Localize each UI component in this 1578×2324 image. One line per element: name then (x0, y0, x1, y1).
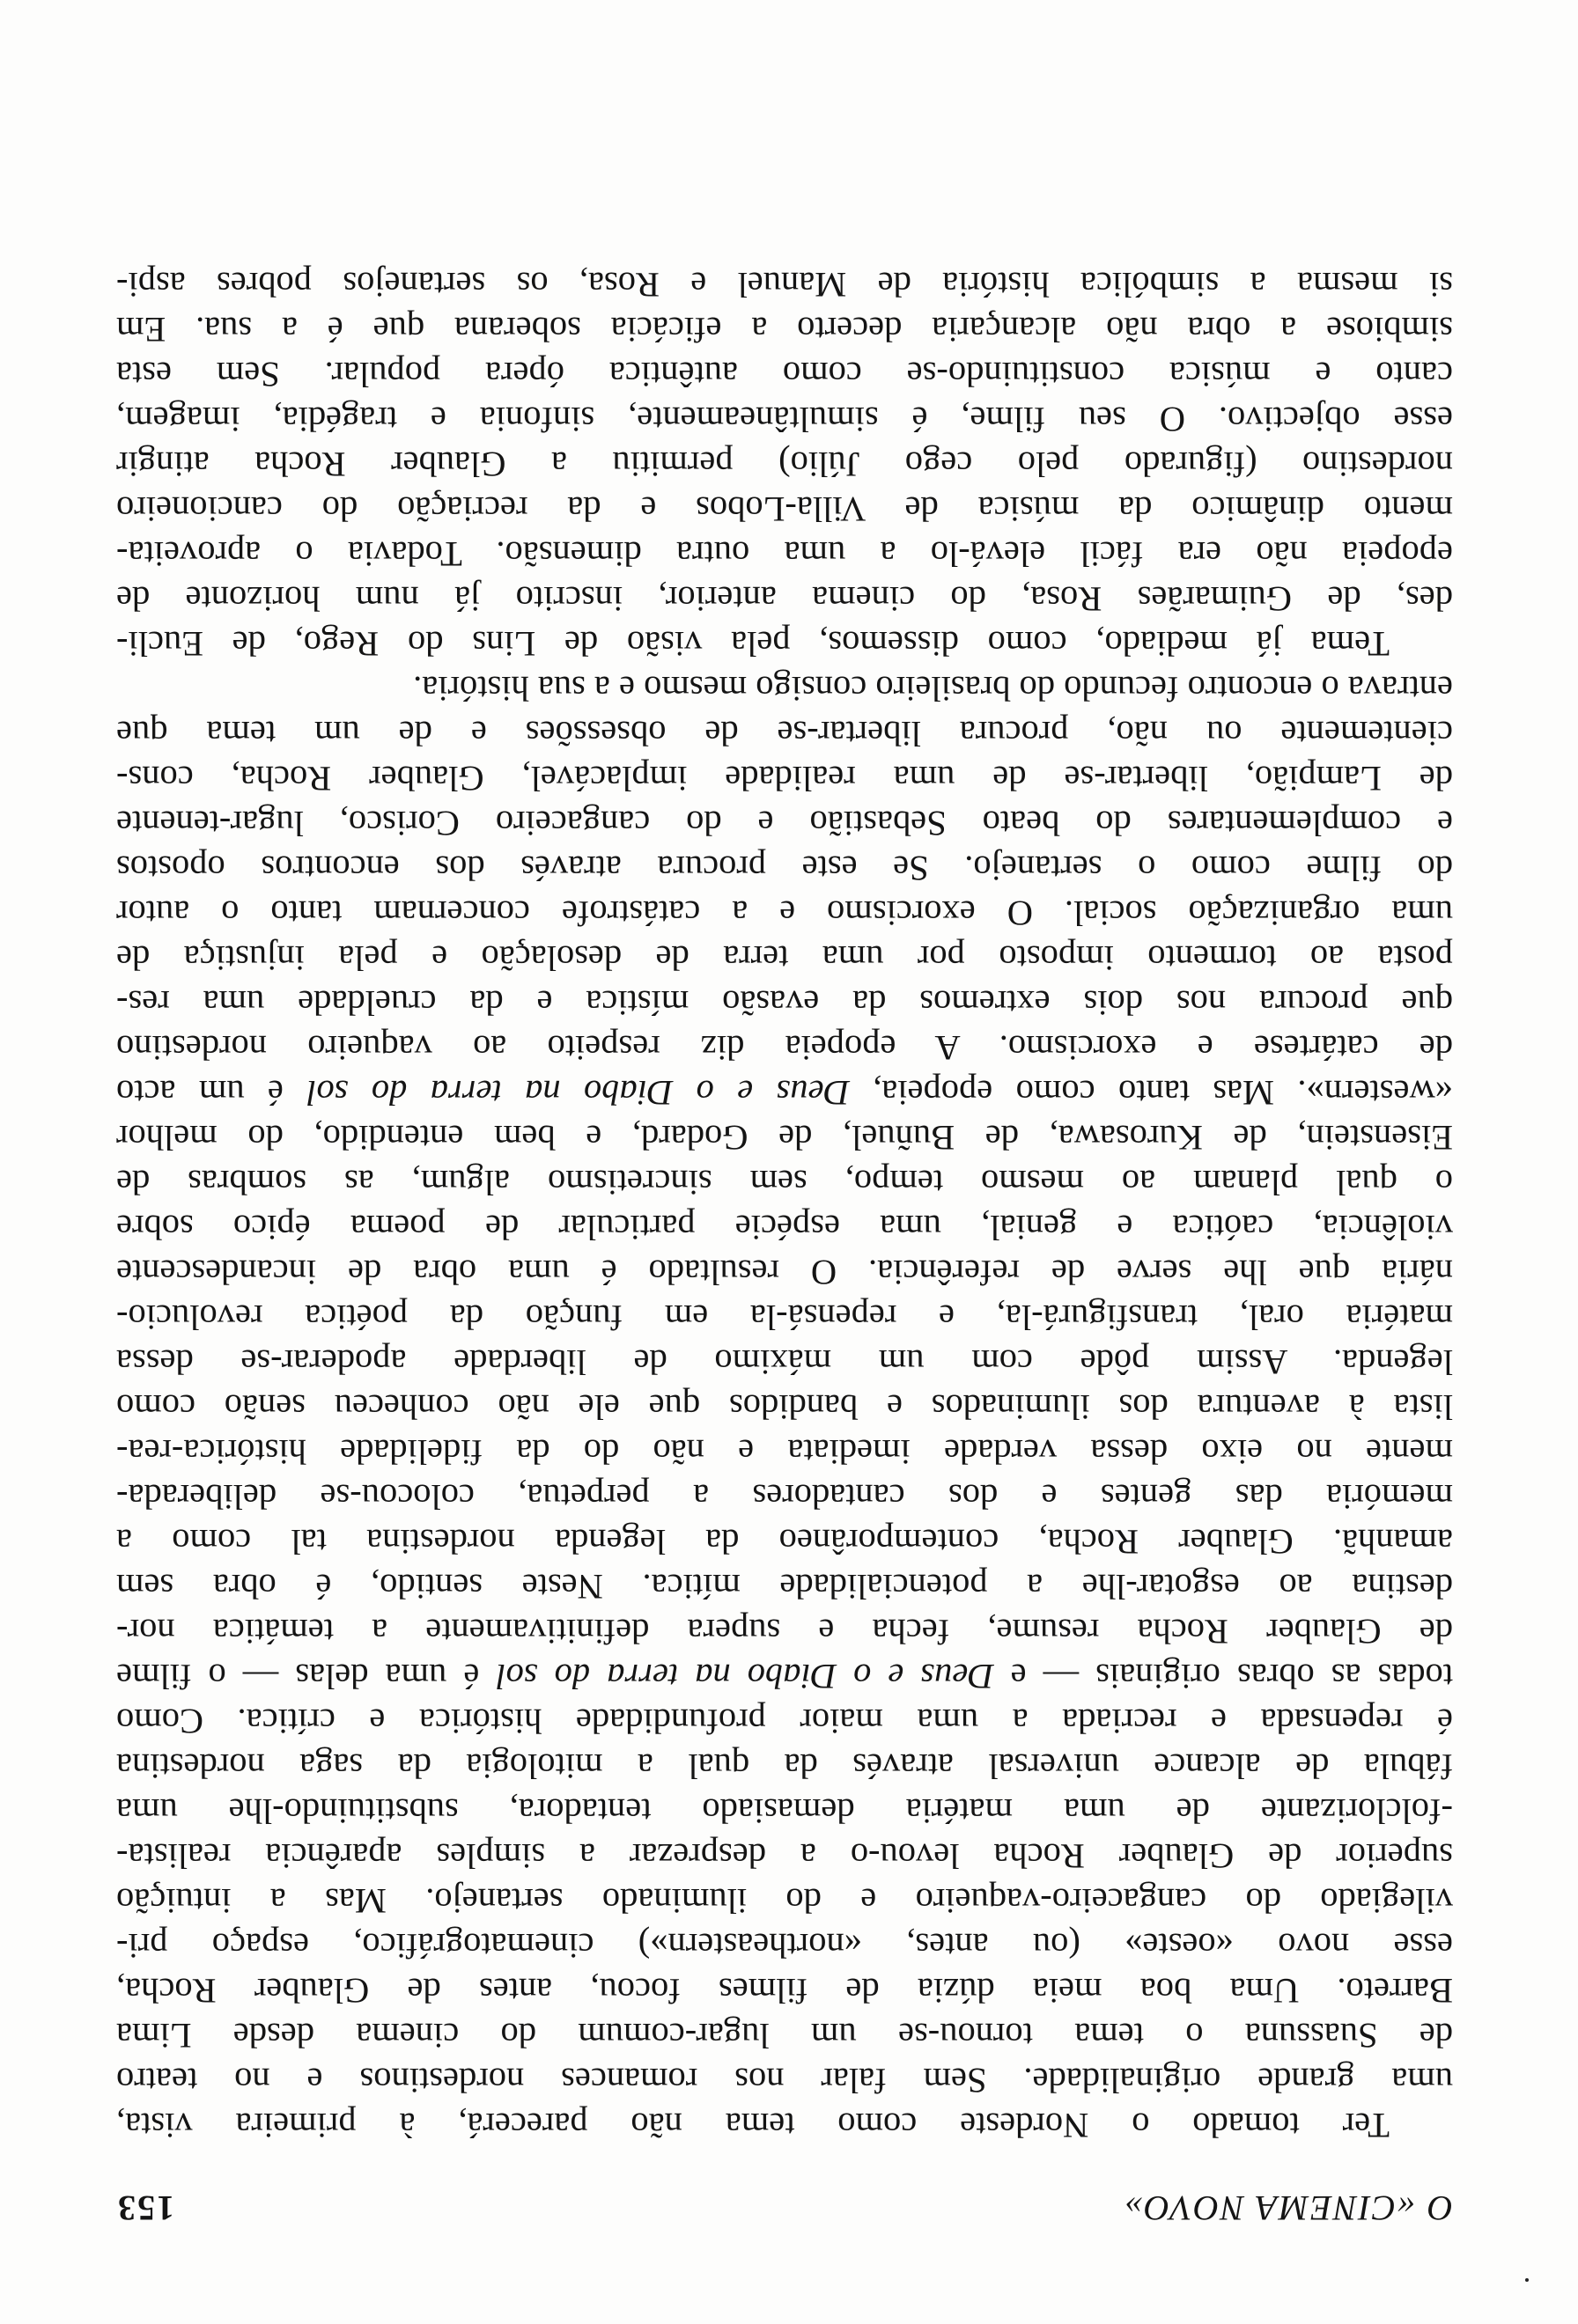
text-line: des, de Guimarães Rosa, do cinema anterior, inscrito já num horizonte de (116, 579, 1453, 619)
text-line: matéria oral, transfigurá-la, e repensá-la em função da poética revolucio- (116, 1298, 1453, 1337)
text-line: entrava o encontro fecundo do brasileiro consigo mesmo e a sua história. (413, 669, 1453, 709)
text-line: fábula de alcance universal através da qual a mitologia da saga nordestina (116, 1747, 1453, 1786)
text-line: Barreto. Uma boa meia dúzia de filmes focou, antes de Glauber Rocha, (116, 1971, 1453, 2011)
text-line: destina ao esgotar-lhe a potencialidade mítica. Neste sentido, é obra sem (116, 1567, 1453, 1607)
film-title: Deus e o Diabo na terra do sol (496, 1657, 994, 1696)
running-head (116, 2176, 1453, 2229)
text-line: de catártese e exorcismo. A epopeia diz respeito ao vaqueiro nordestino (116, 1028, 1453, 1068)
text-line: é repensada e recriada a uma maior profundidade histórica e crítica. Como (116, 1702, 1453, 1741)
ink-speck (1525, 2278, 1529, 2282)
body-text (116, 262, 1453, 2148)
text-line: violência, caótica e genial, uma espécie particular de poema épico sobre (116, 1208, 1453, 1247)
text-line: do filme como o sertanejo. Se este procura através dos encontros opostos (116, 849, 1453, 888)
text-line: si mesma a simbólica história de Manuel e Rosa, os sertanejos pobres aspi- (116, 265, 1453, 305)
text-line: cientemente ou não, procura libertar-se de obsessões e de um tema que (116, 714, 1453, 754)
text-line: -folclorizante de uma matéria demasiado tentadora, substituindo-lhe uma (116, 1791, 1453, 1831)
text-line: esse novo «oeste» (ou antes, «northeastern») cinematográfico, espaço pri- (116, 1926, 1453, 1966)
text-line: mente no eixo dessa verdade imediata e não do da fidelidade histórica-rea- (116, 1432, 1453, 1472)
text-line: legenda. Assim pôde com um máximo de liberdade apoderar-se dessa (116, 1342, 1453, 1382)
text-line: simbiose a obra não alcançaria decerto a eficácia soberana que é a sua. Em (116, 310, 1453, 349)
text-line: e complementares do beato Sebastião e do cangaceiro Corisco, lugar-tenente (116, 804, 1453, 843)
text-line: de Suassuna o tema tornou-se um lugar-comum do cinema desde Lima (116, 2016, 1453, 2056)
page-number: 153 (116, 2188, 174, 2228)
film-title: Deus e o Diabo na terra do sol (306, 1073, 850, 1113)
text-line: Ter tomado o Nordeste como tema não parecerá, à primeira vista, (116, 2106, 1390, 2145)
text-line: epopeia não era fácil elevá-lo a uma outra dimensão. Todavia o aproveita- (116, 534, 1453, 574)
text-line: Eisenstein, de Kurosawa, de Buñuel, de Godard, e bem entendido, do melhor (116, 1118, 1453, 1158)
text-line: «western». Mas tanto como epopeia, Deus e o Diabo na terra do sol é um acto (116, 1073, 1453, 1113)
text-line: de Lampião, libertar-se de uma realidade implacável, Glauber Rocha, cons- (116, 759, 1453, 798)
text-line: nária que lhe serve de referência. O resultado é uma obra de incandescente (116, 1253, 1453, 1292)
text-line: mento dinâmico da música de Villa-Lobos e da recriação do cancioneiro (116, 489, 1453, 529)
text-line: amanhã. Glauber Rocha, contemporâneo da legenda nordestina tal como a (116, 1522, 1453, 1562)
text-line: nordestino (figurado pelo cego Júlio) permitiu a Glauber Rocha atingir (116, 445, 1453, 484)
text-line: uma organização social. O exorcismo e a catástrofe concernam tanto o autor (116, 894, 1453, 933)
text-line: canto e música constituindo-se como autêntica ópera popular. Sem esta (116, 355, 1453, 394)
text-line: todas as obras originais — e Deus e o Diabo na terra do sol é uma delas — o filme (116, 1657, 1453, 1696)
text-line: vilegiado do cangaceiro-vaqueiro e do iluminado sertanejo. Mas a intuição (116, 1881, 1453, 1921)
text-line: o qual planam ao mesmo tempo, sem sincretismo algum, as sombras de (116, 1163, 1453, 1202)
text-line: de Glauber Rocha resume, fecha e supera definitivamente a temática nor- (116, 1612, 1453, 1651)
text-line: uma grande originalidade. Sem falar nos romances nordestinos e no teatro (116, 2061, 1453, 2100)
text-line: que procura nos dois extremos da evasão mística e da crueldade uma res- (116, 983, 1453, 1023)
text-line: memória das gentes e dos cantadores a perpetua, colocou-se deliberada- (116, 1477, 1453, 1517)
text-line: Tema já mediado, como dissemos, pela visão de Lins do Rego, de Eucli- (116, 624, 1390, 664)
running-title: O «CINEMA NOVO» (1123, 2188, 1453, 2228)
text-line: lista à aventura dos iluminados e bandidos que ele não conheceu senão como (116, 1387, 1453, 1427)
text-line: esse objectivo. O seu filme, é simultâneamente, sinfonia e tragédia, imagem, (116, 400, 1453, 439)
text-line: superior de Glauber Rocha levou-o a desprezar a simples aparência realista- (116, 1836, 1453, 1876)
text-line: posta ao tormento imposto por uma terra de desolação e pela injustiça de (116, 938, 1453, 978)
